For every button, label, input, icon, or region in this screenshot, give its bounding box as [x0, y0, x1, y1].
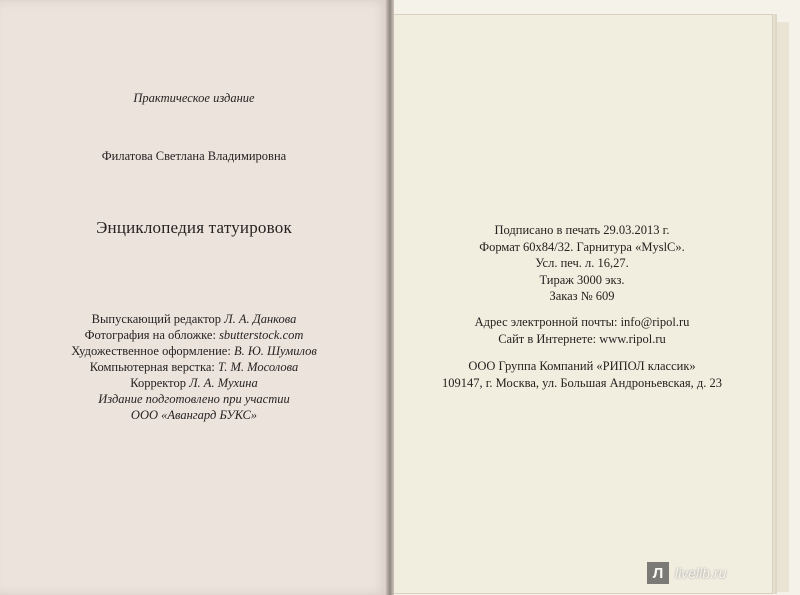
print-info-block — [393, 222, 771, 305]
contact-line: Адрес электронной почты: info@ripol.ru — [474, 315, 690, 329]
company-line: ООО Группа Компаний «РИПОЛ классик» — [468, 359, 696, 373]
credit-line — [0, 327, 388, 343]
print-info-line: Усл. печ. л. 16,27. — [535, 256, 629, 270]
credit-label: Компьютерная верстка: — [89, 360, 219, 374]
site-watermark — [647, 560, 797, 586]
print-info-line: Заказ № 609 — [549, 289, 615, 303]
edition-type: Практическое издание — [133, 91, 255, 105]
credit-line — [0, 375, 388, 391]
author-name: Филатова Светлана Владимировна — [101, 149, 287, 163]
credit-label: Корректор — [130, 376, 190, 390]
company-line: 109147, г. Москва, ул. Большая Андроньевская, д. 23 — [441, 375, 723, 390]
company-block — [393, 358, 771, 391]
print-info-line: Тираж 3000 экз. — [539, 272, 625, 287]
credit-line — [0, 311, 388, 327]
credit-value: Издание подготовлено при участии — [98, 392, 290, 406]
credit-line — [0, 391, 388, 407]
credit-value: sbutterstock.com — [219, 328, 304, 342]
credit-value: Т. М. Мосолова — [218, 360, 299, 374]
watermark-text: livelib.ru — [675, 565, 727, 581]
credit-label: Художественное оформление: — [71, 344, 234, 358]
credit-label: Выпускающий редактор — [91, 312, 225, 326]
credit-line — [0, 407, 388, 423]
credits-block — [0, 311, 388, 423]
print-info-line: Формат 60x84/32. Гарнитура «MyslC». — [479, 239, 685, 254]
print-info-line: Подписано в печать 29.03.2013 г. — [494, 223, 670, 237]
credit-value: Л. А. Данкова — [224, 312, 297, 326]
credit-value: Л. А. Мухина — [189, 376, 258, 390]
contact-line: Сайт в Интернете: www.ripol.ru — [498, 331, 666, 346]
credit-line — [0, 343, 388, 359]
contact-block — [393, 314, 771, 347]
left-page — [0, 0, 388, 595]
credit-value: В. Ю. Шумилов — [233, 344, 317, 358]
credit-label: Фотография на обложке: — [84, 328, 220, 342]
credit-value: ООО «Авангард БУКС» — [130, 408, 258, 422]
livelib-logo-icon: Л — [647, 562, 669, 584]
book-title: Энциклопедия татуировок — [96, 218, 292, 237]
credit-line — [0, 359, 388, 375]
